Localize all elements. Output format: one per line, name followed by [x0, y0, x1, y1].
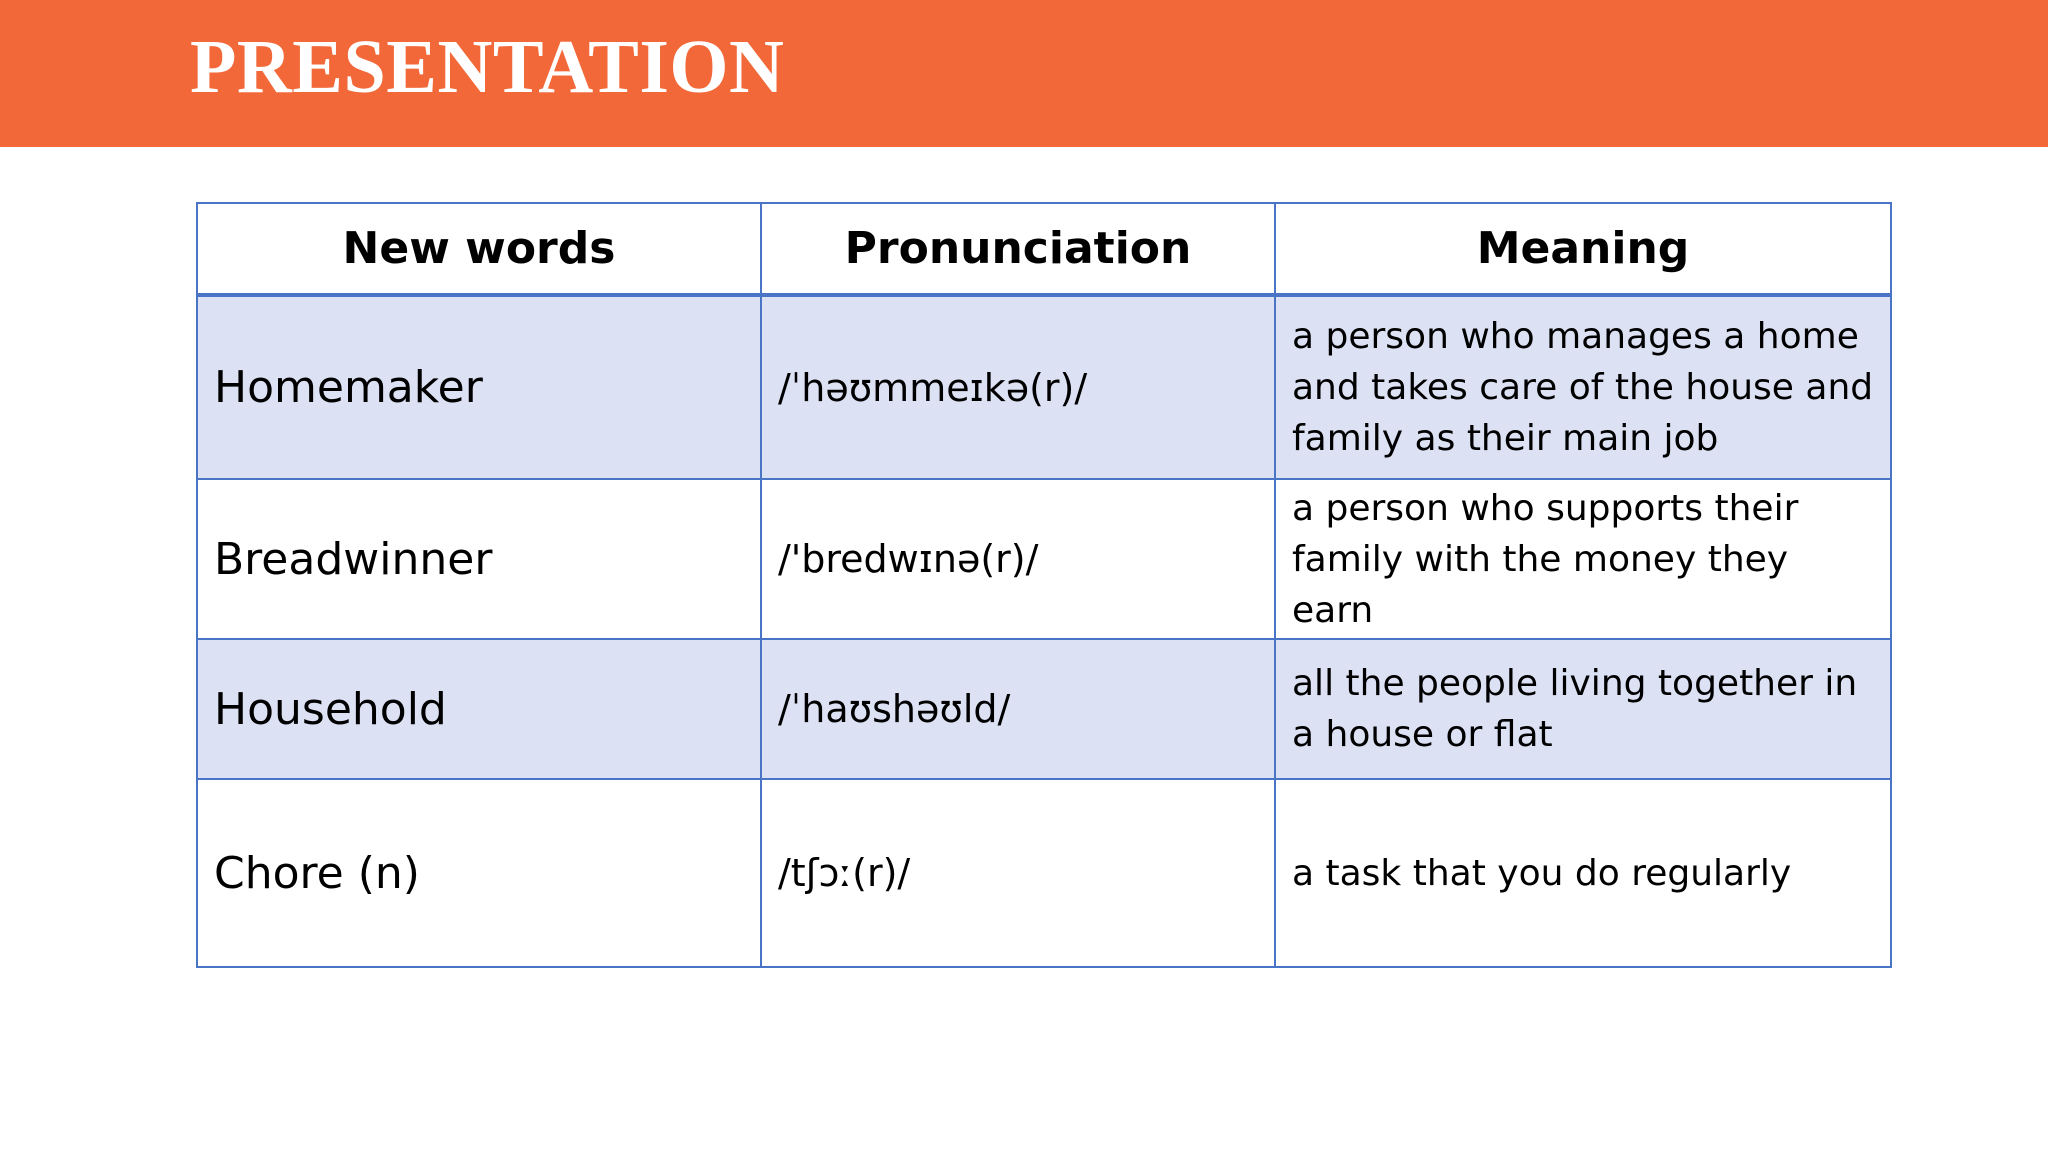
vocabulary-table [196, 202, 1892, 968]
table-row [197, 479, 1891, 639]
table-row [197, 639, 1891, 779]
pronunciation-cell: /ˈhaʊshəʊld/ [761, 639, 1275, 779]
pronunciation-cell: /'bredwɪnə(r)/ [761, 479, 1275, 639]
table-row [197, 779, 1891, 967]
pronunciation-cell: /tʃɔː(r)/ [761, 779, 1275, 967]
word-cell: Household [197, 639, 761, 779]
page-title: PRESENTATION [190, 25, 785, 109]
column-header-pronunciation: Pronunciation [761, 203, 1275, 295]
word-cell: Breadwinner [197, 479, 761, 639]
meaning-cell: all the people living together in a house or flat [1275, 639, 1891, 779]
table-row [197, 295, 1891, 479]
column-header-meaning: Meaning [1275, 203, 1891, 295]
table-header-row [197, 203, 1891, 295]
meaning-cell: a person who manages a home and takes care of the house and family as their main job [1275, 295, 1891, 479]
word-cell: Homemaker [197, 295, 761, 479]
meaning-cell: a task that you do regularly [1275, 779, 1891, 967]
header-bar [0, 0, 2048, 147]
meaning-cell: a person who supports their family with the money they earn [1275, 479, 1891, 639]
pronunciation-cell: /ˈhəʊmmeɪkə(r)/ [761, 295, 1275, 479]
column-header-new-words: New words [197, 203, 761, 295]
word-cell: Chore (n) [197, 779, 761, 967]
